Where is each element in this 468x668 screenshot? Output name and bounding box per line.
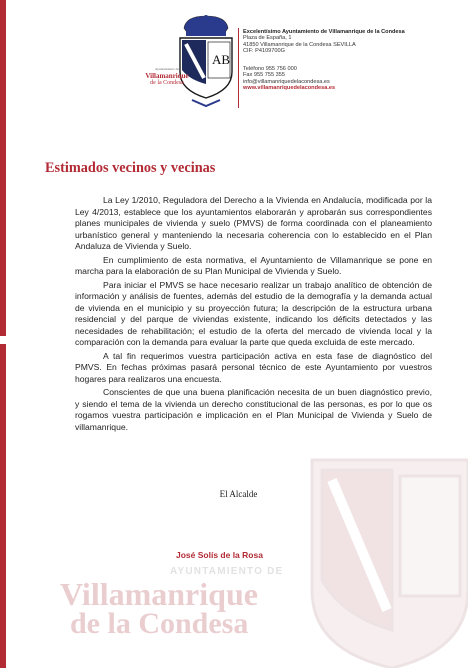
coat-of-arms-icon xyxy=(176,14,236,110)
watermark-ayuntamiento: AYUNTAMIENTO DE xyxy=(170,566,284,577)
paragraph: La Ley 1/2010, Reguladora del Derecho a la Vivienda en Andalucía, modificada por la Ley 4/2013, establece que los ayuntamientos elaborarán y aprobarán sus correspondientes planes municipales de vivienda y suelo (PMVS) de forma coordinada con el planeamiento urbanístico general y manteniendo la necesaria coherencia con lo establecido en el Plan Andaluza de Vivienda y Suelo. xyxy=(75,195,432,251)
paragraph: Para iniciar el PMVS se hace necesario realizar un trabajo analítico de obtención de información y análisis de fuentes, además del estudio de la demografía y la demanda actual de vivienda en el municipio y su proyección futura; la descripción de la estructura urbana residencial y del parque de viviendas existente, indicando los déficits detectados y las necesidades de rehabilitación; el estudio de la oferta del mercado de vivienda local y la comparación con la demanda para evaluar la parte que queda excluida de este mercado. xyxy=(75,279,432,347)
paragraph: A tal fin requerimos vuestra participación activa en esta fase de diagnóstico del PMVS. En fechas próximas pasará personal técnico de este Ayuntamiento por vuestros hogares para realizaros una encuesta. xyxy=(75,350,432,384)
muni-prefix: Ayuntamiento de xyxy=(155,67,179,71)
contact-fax: Fax 955 755 355 xyxy=(243,72,285,79)
left-red-rule-top xyxy=(0,0,6,336)
watermark-crest-icon xyxy=(282,430,468,668)
contact-web: www.villamanriquedelacondesa.es xyxy=(243,85,336,92)
contact-city: 41850 Villamanrique de la Condesa SEVILLA xyxy=(243,41,356,48)
paragraph: Conscientes de que una buena planificación necesita de un buen diagnóstico previo, y siendo el tema de la vivienda un derecho constitucional de las personas, es por lo que os rogamos vuestra participación e implicación en el Plan Municipal de Vivienda y Suelo de villamanrique. xyxy=(75,387,432,432)
contact-cif: CIF: P4109700G xyxy=(243,47,285,54)
contact-street: Plaza de España, 1 xyxy=(243,35,292,42)
signoff: El Alcalde xyxy=(219,489,258,499)
contact-title: Excelentísimo Ayuntamiento de Villamanrique de la Condesa xyxy=(243,29,405,35)
muni-name-line2: de la Condesa xyxy=(150,80,184,86)
greeting-heading: Estimados vecinos y vecinas xyxy=(45,160,216,176)
contact-block xyxy=(243,29,405,91)
svg-text:AB: AB xyxy=(212,52,231,67)
muni-name-line1: Villamanrique xyxy=(145,72,189,80)
header-divider xyxy=(238,28,239,108)
contact-email: info@villamanriquedelacondesa.es xyxy=(243,78,330,85)
letter-body xyxy=(75,195,432,433)
paragraph: En cumplimiento de esta normativa, el Ayuntamiento de Villamanrique se pone en marcha para la elaboración de su Plan Municipal de Vivienda y Suelo. xyxy=(75,254,432,276)
municipality-logo-text xyxy=(140,66,194,87)
watermark-name-line2: de la Condesa xyxy=(70,607,249,640)
watermark-name-line1: Villamanrique xyxy=(60,576,258,612)
signer-name: José Solís de la Rosa xyxy=(176,550,263,560)
left-red-rule-bottom xyxy=(0,344,6,668)
contact-phone: Teléfono 955 756 000 xyxy=(243,66,297,73)
